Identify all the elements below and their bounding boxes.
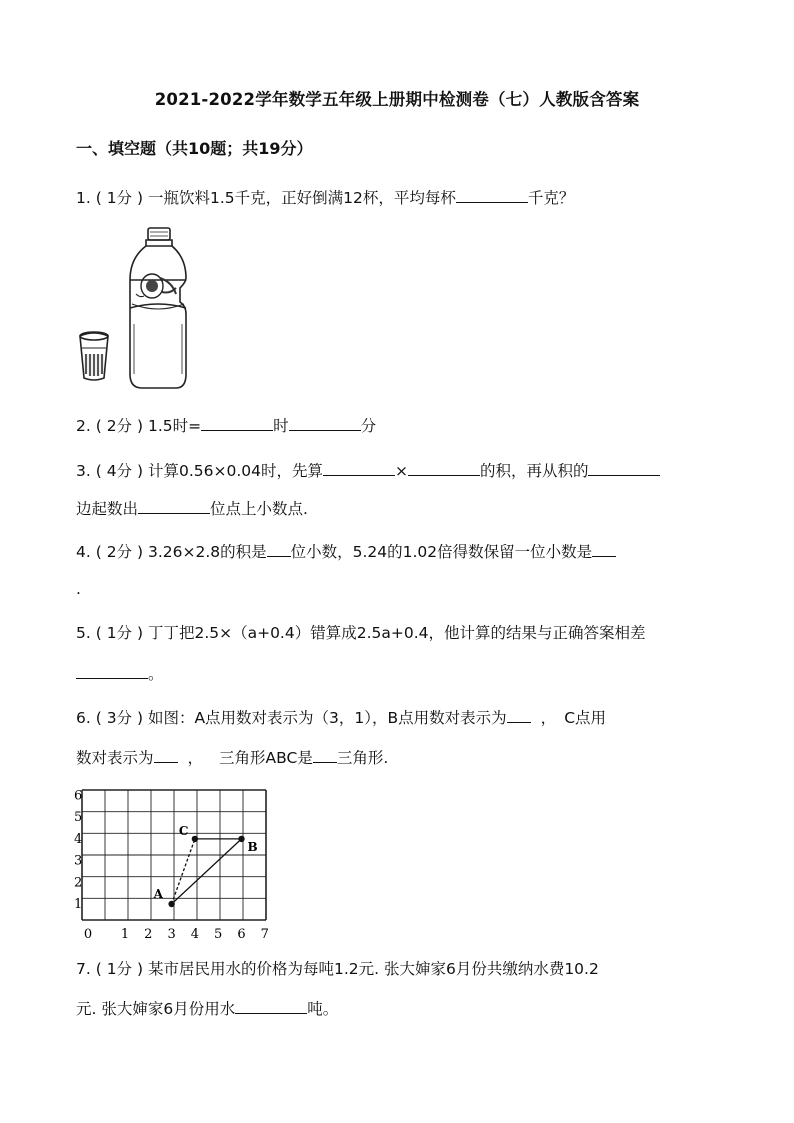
x-tick-label: 6 [237,927,246,942]
question-7-line-2 [76,997,338,1020]
q6-comma: ， [540,709,557,727]
answer-blank[interactable] [408,459,480,476]
x-tick-label: 1 [120,927,130,942]
answer-blank[interactable] [592,540,616,557]
answer-blank[interactable] [138,497,210,514]
question-7-line-1 [76,958,599,980]
question-5-line-2 [76,662,164,685]
q2-text-end: 分 [360,417,377,435]
answer-blank[interactable] [267,540,291,557]
question-3-line-2 [76,497,308,520]
x-tick-label: 4 [190,927,200,942]
answer-blank[interactable] [201,414,273,431]
question-6-line-1 [76,706,606,729]
q4-text: 4. ( 2分 ) 3.26×2.8的积是 [76,543,267,561]
answer-blank[interactable] [235,997,307,1014]
q3-text: 3. ( 4分 ) 计算0.56×0.04时，先算 [76,462,323,480]
y-tick-label: 4 [74,831,83,847]
q6-text-mid: 三角形ABC是 [219,749,313,767]
x-tick-label: 0 [83,927,93,942]
q6-text-end-2: 三角形. [336,749,389,767]
point-label: C [178,823,189,838]
y-tick-label: 3 [74,853,83,869]
answer-blank[interactable] [456,186,528,203]
q5-text-end: 。 [148,665,164,683]
q3-text-mid: 的积，再从积的 [479,462,589,480]
y-tick-label: 2 [74,875,83,891]
answer-blank[interactable] [507,706,531,723]
question-2 [76,414,376,437]
q2-text-mid: 时 [273,417,289,435]
answer-blank[interactable] [154,746,178,763]
x-tick-label: 5 [214,927,223,942]
q1-text-end: 千克？ [527,189,575,207]
question-4-line-1 [76,540,616,563]
x-tick-label: 7 [260,927,269,942]
point-label: B [247,839,258,854]
point-b [238,836,244,842]
answer-blank[interactable] [588,459,660,476]
q7-text-end: 吨。 [307,1000,339,1018]
bottle-icon [130,228,186,388]
q2-text: 2. ( 2分 ) 1.5时= [76,417,202,435]
cup-and-bottle-illustration [76,224,194,392]
question-1 [76,186,574,209]
y-tick-label: 5 [74,810,83,826]
grid-lines [82,790,266,920]
coordinate-grid [70,780,280,946]
y-tick-label: 1 [74,897,83,912]
question-6-line-2 [76,746,388,769]
q7-text: 7. ( 1分 ) 某市居民用水的价格为每吨1.2元. 张大婶家6月份共缴纳水费10.2 [76,960,599,978]
answer-blank[interactable] [313,746,337,763]
q3-text-end: 位点上小数点. [210,500,308,518]
q6-text: 6. ( 3分 ) 如图：A点用数对表示为（3，1），B点用数对表示为 [76,709,507,727]
section-heading: 一、填空题（共10题；共19分） [76,139,313,158]
point-label: A [153,887,163,901]
q1-text: 1. ( 1分 ) 一瓶饮料1.5千克，正好倒满12杯，平均每杯 [76,189,456,207]
q3-text-2: 边起数出 [76,500,139,518]
answer-blank[interactable] [289,414,361,431]
answer-blank[interactable] [76,662,148,679]
point-c [192,836,198,842]
q7-text-2: 元. 张大婶家6月份用水 [76,1000,236,1018]
q6-comma-2: ， [187,749,204,767]
times-sign: × [394,462,408,480]
answer-blank[interactable] [323,459,395,476]
q4-text-mid: 位小数，5.24的1.02倍得数保留一位小数是 [290,543,593,561]
question-4-line-2 [76,578,81,600]
q6-text-end: C点用 [564,709,607,727]
triangle-abc [172,839,242,904]
q4-text-end: . [76,580,81,598]
question-3-line-1 [76,459,660,482]
x-tick-label: 2 [144,927,153,942]
y-tick-label: 6 [74,788,83,804]
page-title: 2021-2022学年数学五年级上册期中检测卷（七）人教版含答案 [154,90,640,109]
question-5-line-1 [76,622,646,644]
point-a [168,901,174,907]
x-tick-label: 3 [167,927,176,942]
q5-text: 5. ( 1分 ) 丁丁把2.5×（a+0.4）错算成2.5a+0.4，他计算的结果与正确答案相差 [76,624,646,642]
q6-text-2: 数对表示为 [76,749,154,767]
